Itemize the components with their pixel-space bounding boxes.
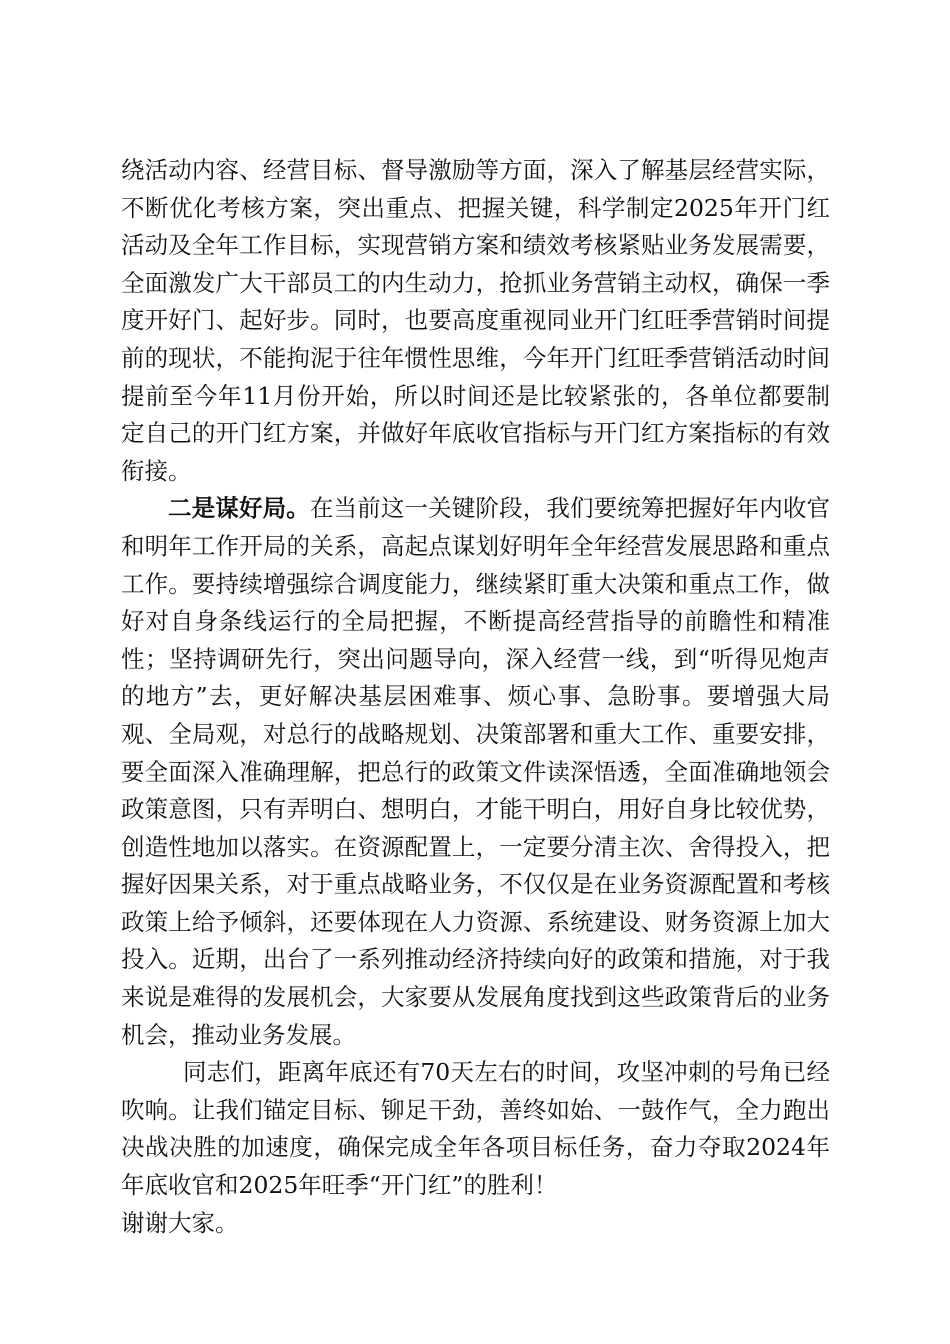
document-body [121, 152, 830, 1242]
paragraph-lead-heading: 二是谋好局。 [168, 494, 310, 523]
paragraph-thanks [121, 1205, 830, 1243]
paragraph-text: 绕活动内容、经营目标、督导激励等方面，深入了解基层经营实际，不断优化考核方案，突出重点、把握关键，科学制定2025年开门红活动及全年工作目标，实现营销方案和绩效考核紧贴业务发展需要，全面激发广大干部员工的内生动力，抢抓业务营销主动权，确保一季度开好门、起好步。同时，也要高度重视同业开门红旺季营销时间提前的现状，不能拘泥于往年惯性思维，今年开门红旺季营销活动时间提前至今年11月份开始，所以时间还是比较紧张的，各单位都要制定自己的开门红方案，并做好年底收官指标与开门红方案指标的有效衔接。 [121, 156, 830, 485]
paragraph-text: 同志们，距离年底还有70天左右的时间，攻坚冲刺的号角已经吹响。让我们锚定目标、铆足干劲，善终如始、一鼓作气，全力跑出决战决胜的加速度，确保完成全年各项目标任务，奋力夺取2024年年底收官和2025年旺季“开门红”的胜利！ [121, 1058, 830, 1200]
paragraph-text: 在当前这一关键阶段，我们要统筹把握好年内收官和明年工作开局的关系，高起点谋划好明年全年经营发展思路和重点工作。要持续增强综合调度能力，继续紧盯重大决策和重点工作，做好对自身条线运行的全局把握，不断提高经营指导的前瞻性和精准性；坚持调研先行，突出问题导向，深入经营一线，到“听得见炮声的地方”去，更好解决基层困难事、烦心事、急盼事。要增强大局观、全局观，对总行的战略规划、决策部署和重大工作、重要安排，要全面深入准确理解，把总行的政策文件读深悟透，全面准确地领会政策意图，只有弄明白、想明白，才能干明白，用好自身比较优势，创造性地加以落实。在资源配置上，一定要分清主次、舍得投入，把握好因果关系，对于重点战略业务，不仅仅是在业务资源配置和考核政策上给予倾斜，还要体现在人力资源、系统建设、财务资源上加大投入。近期，出台了一系列推动经济持续向好的政策和措施，对于我来说是难得的发展机会，大家要从发展角度找到这些政策背后的业务机会，推动业务发展。 [121, 494, 831, 1049]
paragraph-continued [121, 152, 830, 490]
paragraph-text: 谢谢大家。 [121, 1208, 239, 1237]
paragraph-closing [121, 1054, 830, 1204]
paragraph-second-point [121, 490, 830, 1054]
